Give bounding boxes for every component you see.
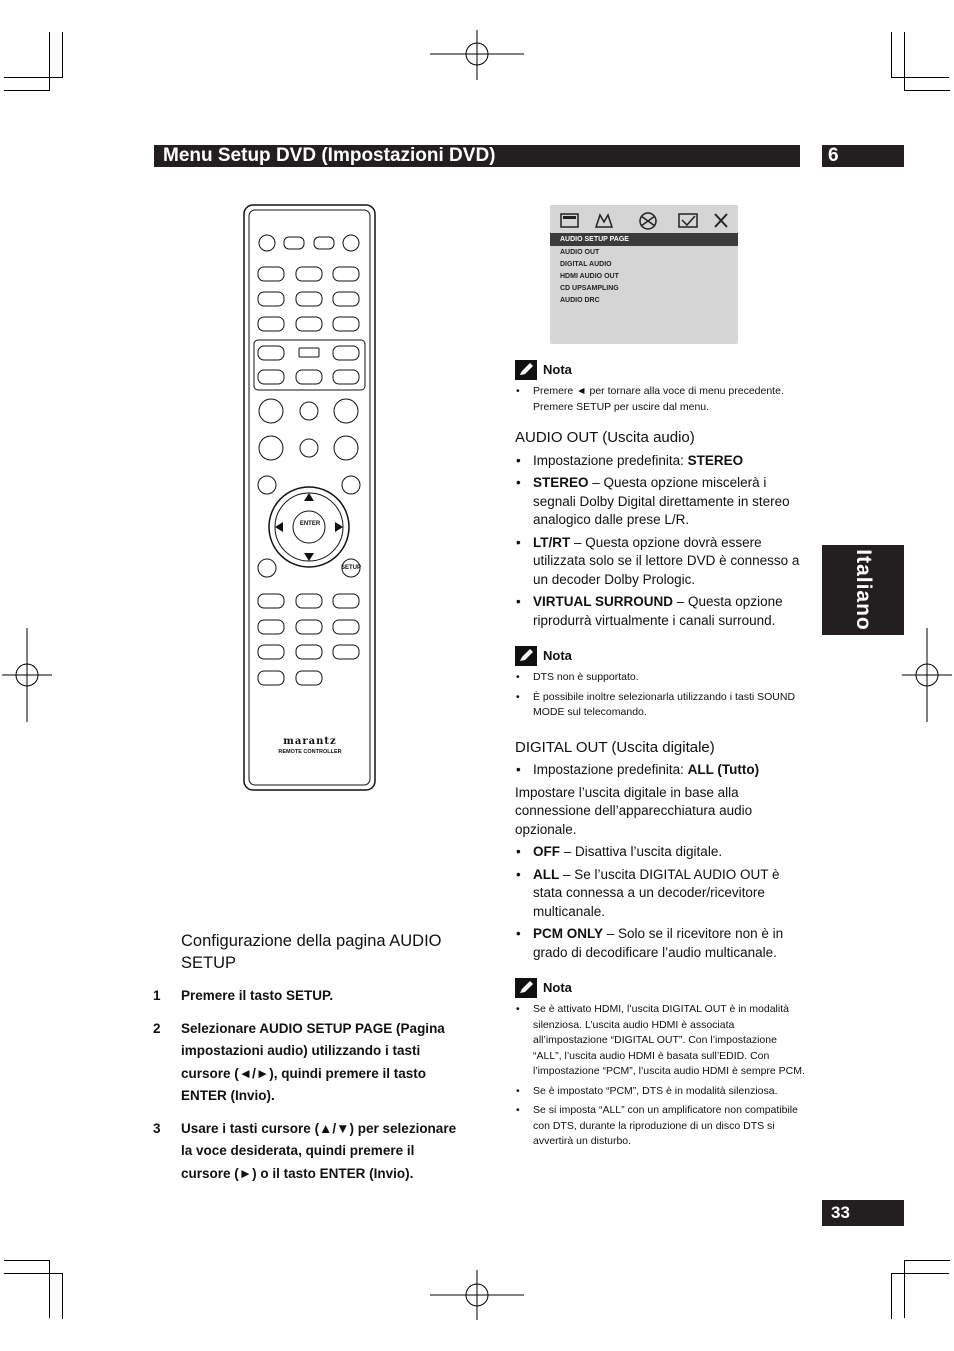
note-item: • Premere ◄ per tornare alla voce di menu precedente. Premere SETUP per uscire dal menu. bbox=[515, 384, 805, 415]
menu-item: AUDIO OUT bbox=[560, 249, 600, 256]
registration-mark-left bbox=[2, 628, 52, 722]
audio-out-option bbox=[515, 593, 805, 630]
right-column bbox=[515, 360, 805, 1154]
section-title-bar bbox=[154, 145, 800, 167]
default-prefix: Impostazione predefinita: bbox=[533, 452, 688, 468]
option-name: PCM ONLY bbox=[533, 926, 604, 941]
pencil-icon bbox=[515, 360, 537, 380]
section-title: Menu Setup DVD (Impostazioni DVD) bbox=[163, 145, 496, 166]
option-desc: – Questa opzione dovrà essere utilizzata solo se il lettore DVD è connesso a un decoder Dolby Prologic. bbox=[533, 534, 800, 587]
note-item: • È possibile inoltre selezionarla utilizzando i tasti SOUND MODE sul telecomando. bbox=[515, 690, 805, 721]
step-item bbox=[153, 985, 463, 1008]
digital-out-option bbox=[515, 866, 805, 922]
language-label: Italiano bbox=[852, 549, 875, 631]
step-item bbox=[153, 1118, 463, 1186]
audio-out-heading: AUDIO OUT (Uscita audio) bbox=[515, 429, 695, 446]
menu-icons bbox=[558, 210, 733, 232]
note-list bbox=[515, 384, 805, 415]
note-label: Nota bbox=[543, 361, 572, 377]
steps-list bbox=[153, 985, 463, 1195]
note-item: • Se si imposta “ALL” con un amplificatore non compatibile con DTS, durante la riproduzione di un disco DTS si avvertirà un disturbo. bbox=[515, 1103, 805, 1150]
option-name: OFF bbox=[533, 844, 560, 859]
registration-mark-top bbox=[430, 30, 524, 80]
audio-setup-menu-screenshot bbox=[550, 205, 738, 344]
digital-out-option bbox=[515, 925, 805, 962]
remote-control-illustration bbox=[243, 204, 377, 792]
option-name: VIRTUAL SURROUND bbox=[533, 594, 674, 609]
pencil-icon bbox=[515, 646, 537, 666]
note-header bbox=[515, 978, 805, 998]
default-value: ALL (Tutto) bbox=[687, 762, 760, 777]
remote-label: REMOTE CONTROLLER bbox=[278, 749, 342, 755]
audio-out-option bbox=[515, 474, 805, 530]
option-name: LT/RT bbox=[533, 534, 571, 550]
default-value: STEREO bbox=[687, 452, 744, 468]
option-desc: – Disattiva l’uscita digitale. bbox=[560, 844, 723, 859]
option-name: STEREO bbox=[533, 475, 589, 490]
audio-out-default bbox=[515, 452, 805, 471]
registration-mark-bottom bbox=[430, 1270, 524, 1320]
step-item bbox=[153, 1018, 463, 1108]
note-list bbox=[515, 1002, 805, 1150]
default-prefix: Impostazione predefinita: bbox=[533, 762, 688, 777]
remote-setup-label: SETUP bbox=[340, 565, 361, 571]
step-number: 1 bbox=[153, 988, 161, 1003]
remote-enter-label: ENTER bbox=[299, 521, 321, 527]
menu-item: CD UPSAMPLING bbox=[560, 285, 619, 292]
pencil-icon bbox=[515, 978, 537, 998]
option-desc: – Se l’uscita DIGITAL AUDIO OUT è stata connessa a un decoder/ricevitore multicanale. bbox=[533, 866, 780, 919]
note-header bbox=[515, 646, 805, 666]
note-label: Nota bbox=[543, 647, 572, 663]
menu-item: AUDIO DRC bbox=[560, 297, 600, 304]
note-item: • Se è impostato “PCM”, DTS è in modalità silenziosa. bbox=[515, 1084, 805, 1100]
menu-item: DIGITAL AUDIO bbox=[560, 261, 612, 268]
note-label: Nota bbox=[543, 979, 572, 995]
chapter-number: 6 bbox=[828, 145, 839, 166]
step-number: 2 bbox=[153, 1020, 161, 1036]
option-desc: – Solo se il ricevitore non è in grado di decodificare l’audio multicanale. bbox=[533, 926, 784, 960]
page-number-bar bbox=[822, 1200, 904, 1226]
menu-item: HDMI AUDIO OUT bbox=[560, 273, 619, 280]
note-item: • DTS non è supportato. bbox=[515, 670, 805, 686]
step-text: Premere il tasto SETUP. bbox=[181, 988, 334, 1003]
note-item: • Se è attivato HDMI, l’uscita DIGITAL OUT è in modalità silenziosa. L’uscita audio HDMI è associata all’impostazione “DIGITAL OUT”. Con l’impostazione “ALL”, l’uscita audio HDMI è basata sull’EDID. Con l’impostazione “PCM”, l’uscita audio HDMI è sempre PCM. bbox=[515, 1002, 805, 1080]
digital-out-default-list bbox=[515, 761, 805, 780]
note-header bbox=[515, 360, 805, 380]
digital-out-heading: DIGITAL OUT (Uscita digitale) bbox=[515, 738, 715, 756]
option-name: ALL bbox=[533, 866, 560, 882]
left-heading: Configurazione della pagina AUDIO SETUP bbox=[181, 932, 442, 972]
page-number: 33 bbox=[831, 1203, 850, 1222]
option-desc: – Questa opzione riprodurrà virtualmente i canali surround. bbox=[533, 594, 783, 628]
language-tab bbox=[822, 545, 904, 635]
note-list bbox=[515, 670, 805, 721]
audio-out-option bbox=[515, 534, 805, 590]
menu-items bbox=[560, 247, 619, 307]
menu-selected-bar: AUDIO SETUP PAGE bbox=[550, 233, 738, 246]
step-text: Usare i tasti cursore (▲/▼) per selezionare la voce desiderata, quindi premere il cursore (►) o il tasto ENTER (Invio). bbox=[181, 1120, 457, 1181]
audio-out-list bbox=[515, 452, 805, 631]
digital-out-intro: Impostare l’uscita digitale in base alla connessione dell’apparecchiatura audio opzionale. bbox=[515, 784, 753, 837]
registration-mark-right bbox=[902, 628, 952, 722]
chapter-bar bbox=[822, 145, 904, 167]
digital-out-default bbox=[515, 761, 805, 780]
step-number: 3 bbox=[153, 1120, 161, 1136]
digital-out-option bbox=[515, 843, 805, 862]
remote-brand-logo: marantz bbox=[283, 736, 337, 747]
step-text: Selezionare AUDIO SETUP PAGE (Pagina impostazioni audio) utilizzando i tasti cursore (◄/►), quindi premere il tasto ENTER (Invio). bbox=[181, 1020, 445, 1103]
option-desc: – Questa opzione miscelerà i segnali Dolby Digital direttamente in stereo analogico dalle prese L/R. bbox=[533, 475, 790, 527]
digital-out-list bbox=[515, 843, 805, 962]
